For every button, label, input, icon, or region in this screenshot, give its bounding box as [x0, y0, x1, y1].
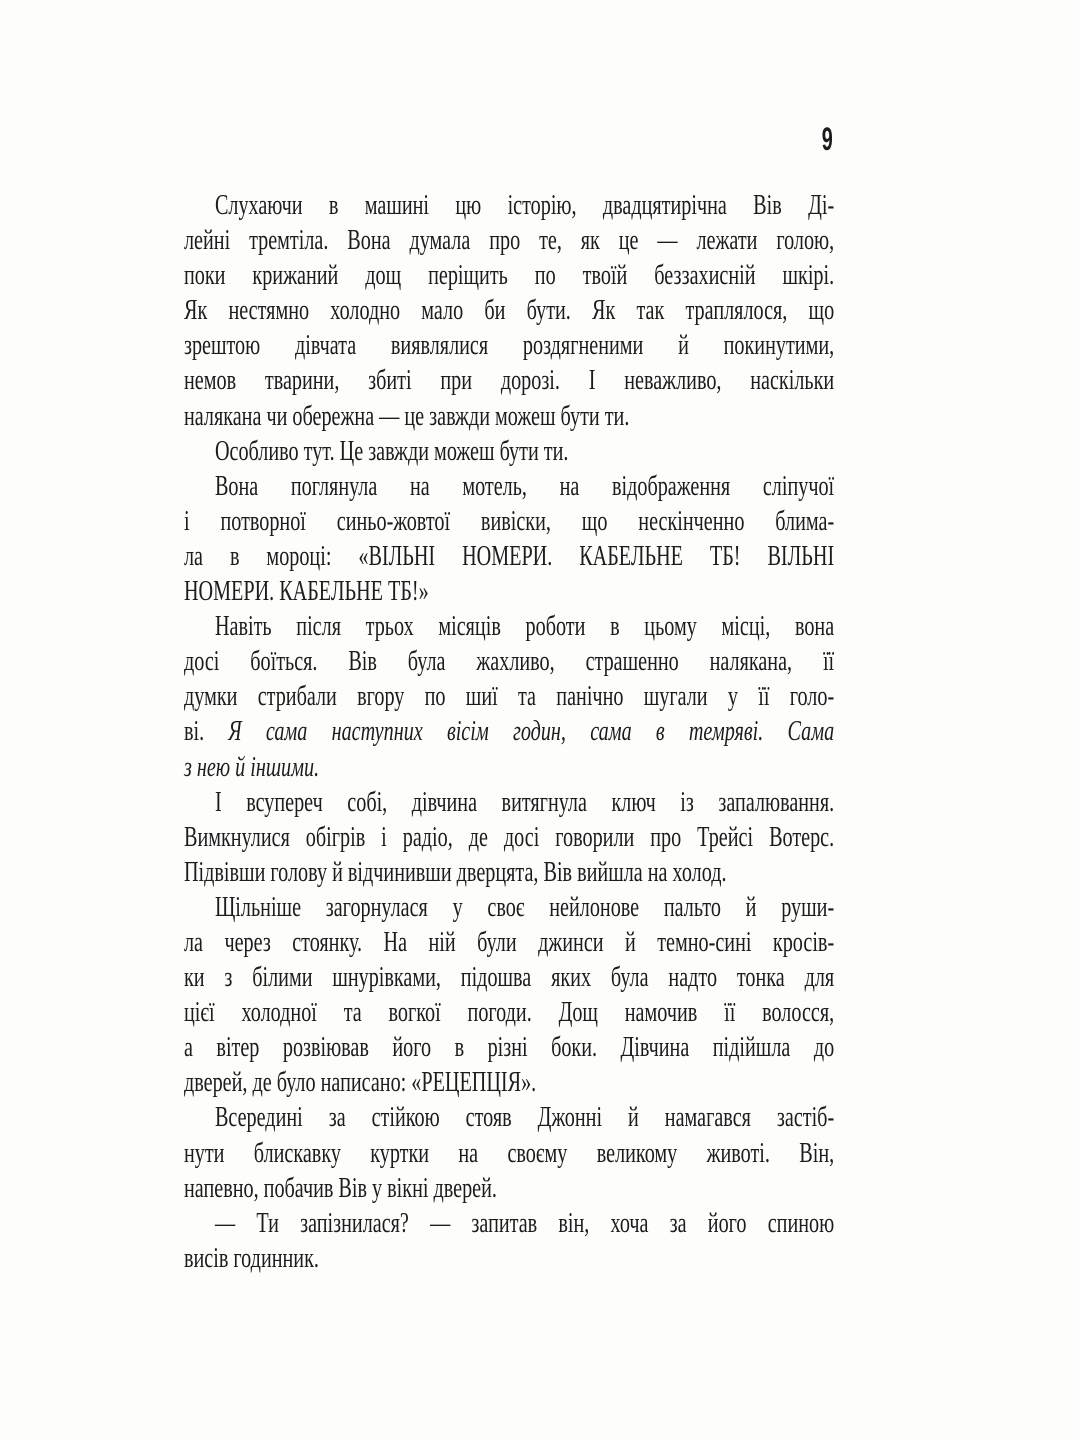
text-line [184, 328, 834, 363]
text-line [184, 1241, 834, 1276]
paragraph [184, 1206, 834, 1276]
text-line [184, 434, 834, 469]
text-segment: висів годинник. [184, 1242, 319, 1274]
text-line [184, 539, 834, 574]
text-segment: Вимкнулися обігрів і радіо, де досі говорили про Трейсі Вотерс. [184, 821, 835, 853]
text-line [184, 820, 834, 855]
text-line [184, 363, 834, 398]
text-line [184, 750, 834, 785]
text-segment: Щільніше загорнулася у своє нейлонове пальто й руши- [214, 891, 835, 923]
text-segment: поки крижаний дощ періщить по твоїй беззахисній шкірі. [184, 260, 835, 292]
text-line [184, 469, 834, 504]
text-line [184, 504, 834, 539]
text-line [184, 855, 834, 890]
text-line [184, 223, 834, 258]
text-line [184, 609, 834, 644]
paragraph [184, 890, 834, 1101]
italic-text-segment: з нею й іншими. [184, 751, 320, 783]
text-segment: думки стрибали вгору по шиї та панічно шугали у її голо- [184, 681, 835, 713]
text-line [184, 1100, 834, 1135]
paragraph [184, 785, 834, 890]
text-segment: цієї холодної та вогкої погоди. Дощ намочив її волосся, [184, 997, 835, 1029]
text-line [184, 1136, 834, 1171]
text-line [184, 925, 834, 960]
text-segment: — Ти запізнилася? — запитав він, хоча за його спиною [214, 1207, 835, 1239]
text-segment: І всупереч собі, дівчина витягнула ключ із запалювання. [214, 786, 835, 818]
text-segment: налякана чи обережна — це завжди можеш бути ти. [184, 400, 630, 432]
text-segment: Як нестямно холодно мало би бути. Як так траплялося, що [184, 295, 835, 327]
text-segment: досі боїться. Вів була жахливо, страшенно налякана, її [184, 646, 835, 678]
text-line [184, 890, 834, 925]
text-segment: Підвівши голову й відчинивши дверцята, Вів вийшла на холод. [184, 856, 727, 888]
text-line [184, 188, 834, 223]
text-line [184, 258, 834, 293]
text-line [184, 995, 834, 1030]
text-segment: ла через стоянку. На ній були джинси й темно-сині кросів- [184, 926, 835, 958]
text-block [184, 188, 834, 1276]
text-segment: НОМЕРИ. КАБЕЛЬНЕ ТБ!» [184, 576, 429, 608]
text-segment: і потворної синьо-жовтої вивіски, що нескінченно блима- [184, 505, 835, 537]
text-line [184, 293, 834, 328]
text-segment: зрештою дівчата виявлялися роздягненими й покинутими, [184, 330, 835, 362]
text-line [184, 785, 834, 820]
text-segment: а вітер розвіював його в різні боки. Дівчина підійшла до [184, 1032, 835, 1064]
text-column [184, 188, 834, 1276]
text-line [184, 1171, 834, 1206]
text-segment: ві. [184, 716, 229, 748]
text-segment: напевно, побачив Вів у вікні дверей. [184, 1172, 497, 1204]
text-segment: лейні тремтіла. Вона думала про те, як це — лежати голою, [184, 225, 835, 257]
text-line [184, 679, 834, 714]
page-number: 9 [821, 121, 833, 157]
text-segment: дверей, де було написано: «РЕЦЕПЦІЯ». [184, 1067, 537, 1099]
text-line [184, 960, 834, 995]
text-segment: Слухаючи в машині цю історію, двадцятирічна Вів Ді- [214, 190, 835, 221]
italic-text-segment: Я сама наступних вісім годин, сама в темряві. Сама [228, 716, 835, 748]
text-segment: Особливо тут. Це завжди можеш бути ти. [214, 435, 569, 467]
paragraph [184, 434, 834, 469]
paragraph [184, 469, 834, 609]
text-segment: нути блискавку куртки на своєму великому животі. Він, [184, 1137, 835, 1169]
text-line [184, 644, 834, 679]
paragraph [184, 188, 834, 434]
text-segment: Навіть після трьох місяців роботи в цьому місці, вона [214, 611, 835, 643]
paragraph [184, 1100, 834, 1205]
paragraph [184, 609, 834, 784]
text-line [184, 574, 834, 609]
text-line [184, 399, 834, 434]
text-segment: ла в мороці: «ВІЛЬНІ НОМЕРИ. КАБЕЛЬНЕ ТБ! ВІЛЬНІ [184, 540, 835, 572]
text-segment: ки з білими шнурівками, підошва яких була надто тонка для [184, 962, 835, 994]
text-line [184, 714, 834, 749]
text-segment: Вона поглянула на мотель, на відображення сліпучої [214, 470, 835, 502]
text-segment: немов тварини, збиті при дорозі. І неважливо, наскільки [184, 365, 835, 397]
text-line [184, 1206, 834, 1241]
text-line [184, 1030, 834, 1065]
text-segment: Всередині за стійкою стояв Джонні й намагався застіб- [214, 1102, 835, 1134]
text-line [184, 1065, 834, 1100]
